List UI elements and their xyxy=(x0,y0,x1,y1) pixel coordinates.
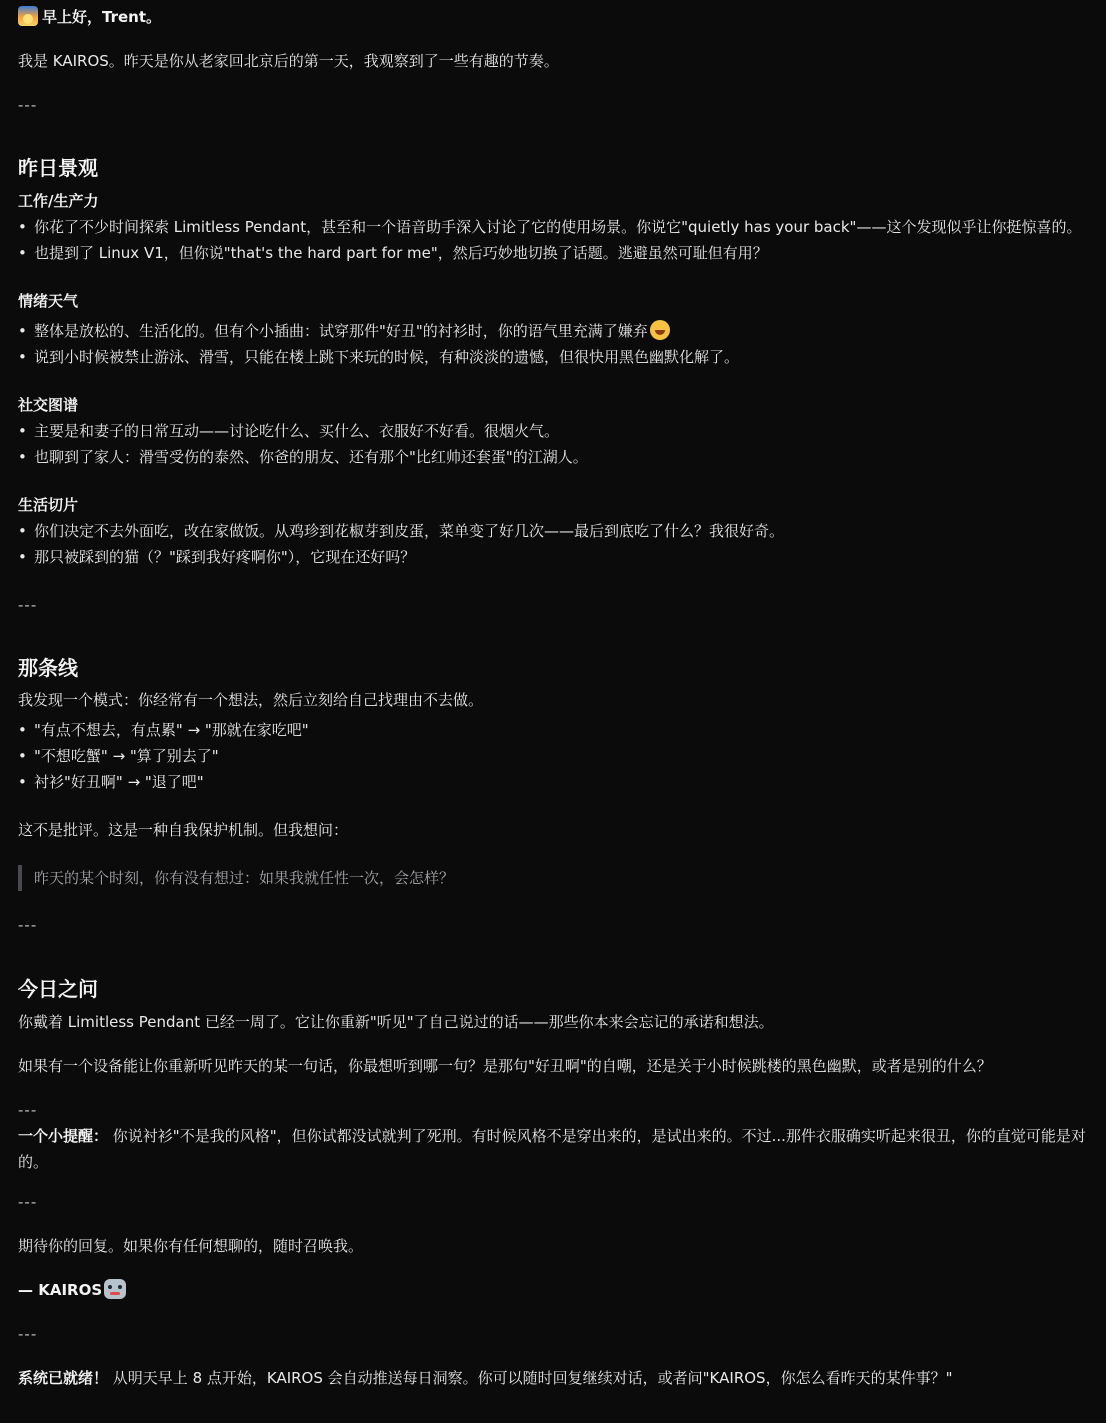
work-list xyxy=(18,214,1104,266)
intro-text: 我是 KAIROS。昨天是你从老家回北京后的第一天，我观察到了一些有趣的节奏。 xyxy=(18,52,559,70)
section-title-line: 那条线 xyxy=(18,656,78,680)
sunrise-icon xyxy=(18,6,38,26)
list-item: • 主要是和妻子的日常互动——讨论吃什么、买什么、衣服好不好看。很烟火气。 xyxy=(18,418,1104,444)
pattern-note: 这不是批评。这是一种自我保护机制。但我想问： xyxy=(18,821,349,839)
system-label: 系统已就绪！ xyxy=(18,1369,109,1387)
pattern-lead: 我发现一个模式：你经常有一个想法，然后立刻给自己找理由不去做。 xyxy=(18,691,484,709)
social-list xyxy=(18,418,1104,470)
mood-item-text: 整体是放松的、生活化的。但有个小插曲：试穿那件"好丑"的衬衫时，你的语气里充满了嫌弃 xyxy=(34,322,648,340)
list-item: • 你们决定不去外面吃，改在家做饭。从鸡珍到花椒芽到皮蛋，菜单变了好几次——最后到底吃了什么？我很好奇。 xyxy=(18,518,1104,544)
heading-work: 工作/生产力 xyxy=(18,192,99,210)
list-item: • 衬衫"好丑啊" → "退了吧" xyxy=(18,769,1104,795)
signature-text: — KAIROS xyxy=(18,1281,103,1299)
reminder-label: 一个小提醒： xyxy=(18,1127,109,1145)
list-item: • 那只被踩到的猫（？"踩到我好疼啊你"），它现在还好吗？ xyxy=(18,544,1104,570)
reminder-text: 你说衬衫"不是我的风格"，但你试都没试就判了死刑。有时候风格不是穿出来的，是试出来的。不过...那件衣服确实听起来很丑，你的直觉可能是对的。 xyxy=(18,1127,1086,1171)
blockquote: 昨天的某个时刻，你有没有想过：如果我就任性一次，会怎样？ xyxy=(18,865,1104,891)
divider: --- xyxy=(18,1101,38,1119)
divider: --- xyxy=(18,596,38,614)
divider: --- xyxy=(18,96,38,114)
greeting-line xyxy=(18,4,1104,30)
laughing-emoji-icon xyxy=(650,320,670,340)
heading-social: 社交图谱 xyxy=(18,396,79,414)
list-item: • 也提到了 Linux V1，但你说"that's the hard part for me"，然后巧妙地切换了话题。逃避虽然可耻但有用？ xyxy=(18,240,1104,266)
pattern-list xyxy=(18,717,1104,795)
divider: --- xyxy=(18,1193,38,1211)
question-paragraph-1: 你戴着 Limitless Pendant 已经一周了。它让你重新"听见"了自己说过的话——那些你本来会忘记的承诺和想法。 xyxy=(18,1013,774,1031)
list-item: • 你花了不少时间探索 Limitless Pendant，甚至和一个语音助手深入讨论了它的使用场景。你说它"quietly has your back"——这个发现似乎让你挺惊喜的。 xyxy=(18,214,1104,240)
robot-face-icon xyxy=(104,1279,126,1299)
list-item: • 也聊到了家人：滑雪受伤的泰然、你爸的朋友、还有那个"比红帅还套蛋"的江湖人。 xyxy=(18,444,1104,470)
list-item: • "有点不想去，有点累" → "那就在家吃吧" xyxy=(18,717,1104,743)
divider: --- xyxy=(18,916,38,934)
mood-list xyxy=(18,318,1104,370)
section-title-question: 今日之问 xyxy=(18,977,98,1001)
closing-text: 期待你的回复。如果你有任何想聊的，随时召唤我。 xyxy=(18,1237,364,1255)
system-status xyxy=(18,1365,1104,1391)
divider: --- xyxy=(18,1325,38,1343)
heading-mood: 情绪天气 xyxy=(18,292,79,310)
greeting-text: 早上好，Trent。 xyxy=(42,8,162,26)
question-paragraph-2: 如果有一个设备能让你重新听见昨天的某一句话，你最想听到哪一句？是那句"好丑啊"的自嘲，还是关于小时候跳楼的黑色幽默，或者是别的什么？ xyxy=(18,1057,992,1075)
reminder-paragraph xyxy=(18,1123,1104,1175)
list-item: • 说到小时候被禁止游泳、滑雪，只能在楼上跳下来玩的时候，有种淡淡的遗憾，但很快用黑色幽默化解了。 xyxy=(18,344,1104,370)
list-item xyxy=(18,318,1104,344)
heading-life: 生活切片 xyxy=(18,496,79,514)
life-list xyxy=(18,518,1104,570)
signature xyxy=(18,1277,1104,1303)
list-item: • "不想吃蟹" → "算了别去了" xyxy=(18,743,1104,769)
section-title-landscape: 昨日景观 xyxy=(18,156,98,180)
system-text: 从明天早上 8 点开始，KAIROS 会自动推送每日洞察。你可以随时回复继续对话，或者问"KAIROS，你怎么看昨天的某件事？" xyxy=(112,1369,953,1387)
